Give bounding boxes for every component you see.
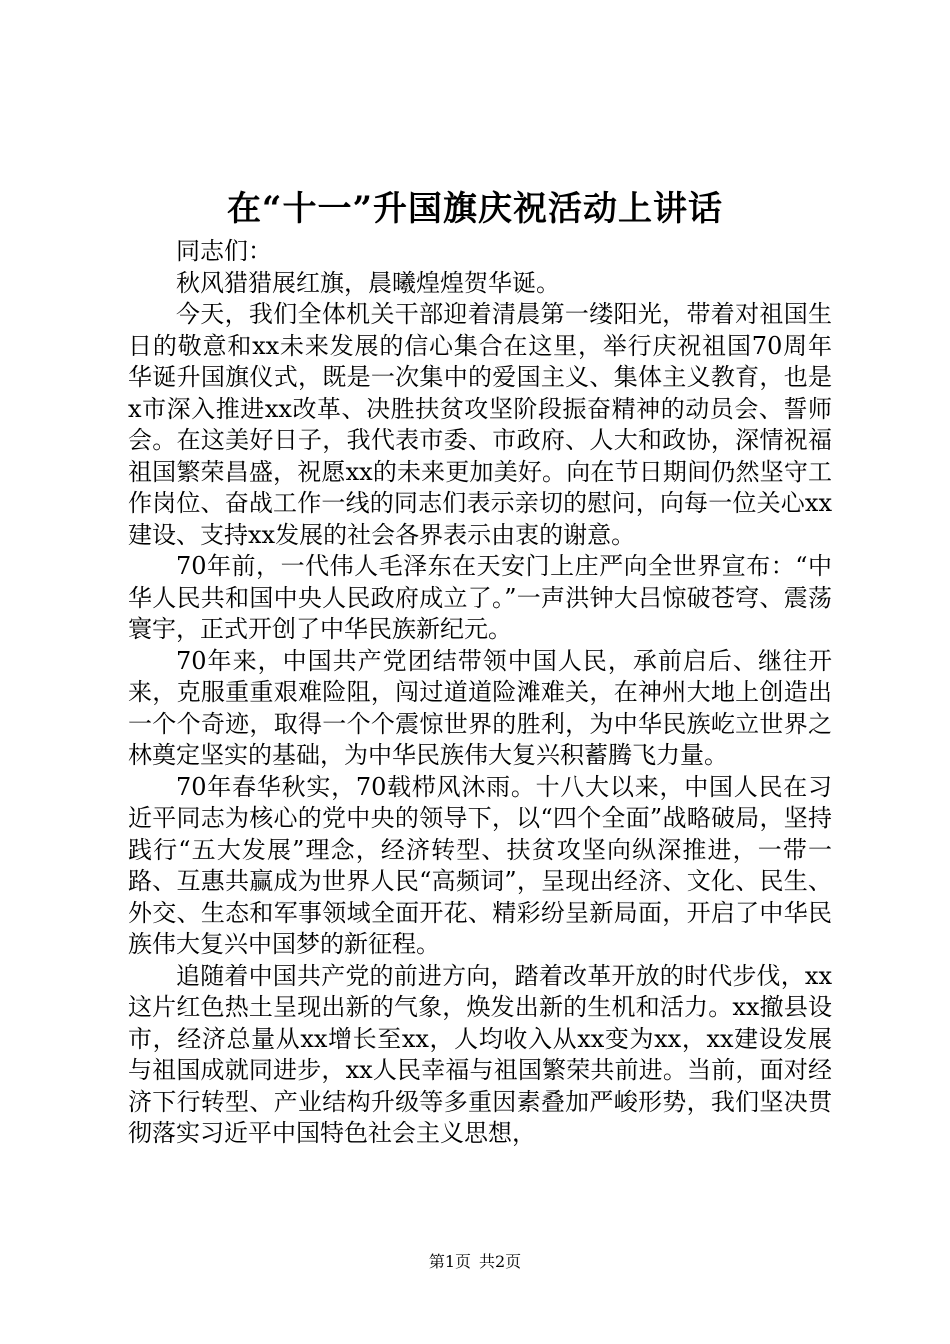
body-paragraph: 70年前，一代伟人毛泽东在天安门上庄严向全世界宣布：“中华人民共和国中央人民政府成立了。”一声洪钟大吕惊破苍穹、震荡寰宇，正式开创了中华民族新纪元。 [128,552,832,643]
body-paragraph: 秋风猎猎展红旗，晨曦煌煌贺华诞。 [176,268,560,297]
body-paragraph: 70年来，中国共产党团结带领中国人民，承前启后、继往开来，克服重重艰难险阻，闯过道道险滩难关，在神州大地上创造出一个个奇迹，取得一个个震惊世界的胜利，为中华民族屹立世界之林奠定坚实的基础，为中华民族伟大复兴积蓄腾飞力量。 [128,646,832,769]
salutation-paragraph: 同志们： [176,237,272,265]
page-total: 共2页 [479,1252,522,1271]
page-number: 第1页 [428,1252,471,1271]
document-title: 在“十一”升国旗庆祝活动上讲话 [226,189,724,229]
body-paragraph: 今天，我们全体机关干部迎着清晨第一缕阳光，带着对祖国生日的敬意和xx未来发展的信心集合在这里，举行庆祝祖国70周年华诞升国旗仪式，既是一次集中的爱国主义、集体主义教育，也是x市深入推进xx改革、决胜扶贫攻坚阶段振奋精神的动员会、誓师会。在这美好日子，我代表市委、市政府、人大和政协，深情祝福祖国繁荣昌盛，祝愿xx的未来更加美好。向在节日期间仍然坚守工作岗位、奋战工作一线的同志们表示亲切的慰问，向每一位关心xx建设、支持xx发展的社会各界表示由衷的谢意。 [128,300,832,549]
document-body [128,236,832,1150]
body-paragraph: 70年春华秋实，70载栉风沐雨。十八大以来，中国人民在习近平同志为核心的党中央的领导下，以“四个全面”战略破局，坚持践行“五大发展”理念，经济转型、扶贫攻坚向纵深推进，一带一路、互惠共赢成为世界人民“高频词”，呈现出经济、文化、民生、外交、生态和军事领域全面开花、精彩纷呈新局面，开启了中华民族伟大复兴中国梦的新征程。 [128,772,832,958]
page-footer [0,1252,950,1272]
body-paragraph: 追随着中国共产党的前进方向，踏着改革开放的时代步伐，xx这片红色热土呈现出新的气象，焕发出新的生机和活力。xx撤县设市，经济总量从xx增长至xx，人均收入从xx变为xx，xx建设发展与祖国成就同进步，xx人民幸福与祖国繁荣共前进。当前，面对经济下行转型、产业结构升级等多重因素叠加严峻形势，我们坚决贯彻落实习近平中国特色社会主义思想， [128,961,832,1147]
